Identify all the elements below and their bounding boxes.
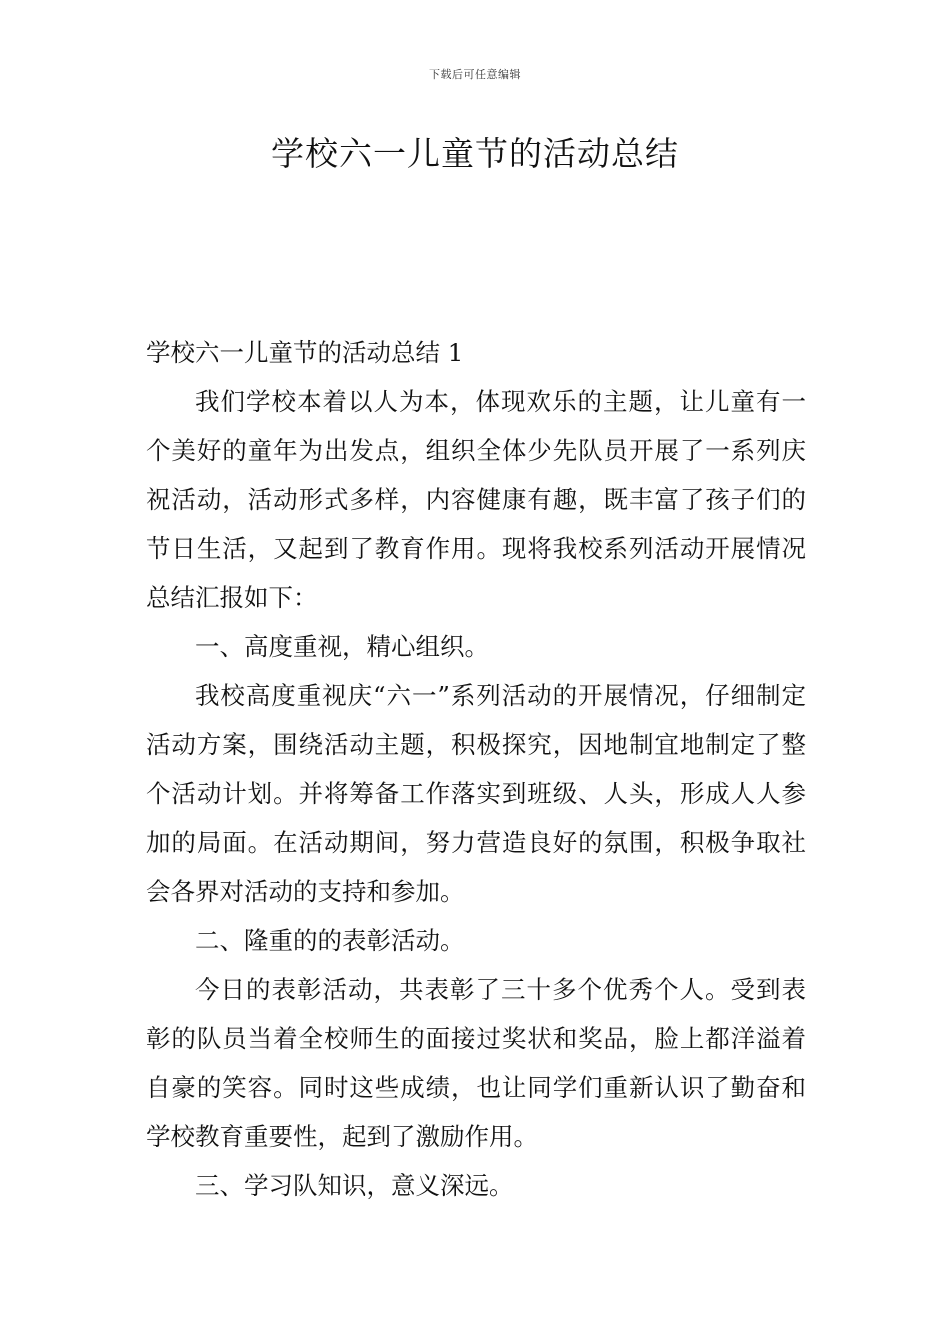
subheading-three: 三、学习队知识，意义深远。 <box>195 1171 514 1200</box>
paragraph-commendation: 今日的表彰活动，共表彰了三十多个优秀个人。受到表彰的队员当着全校师生的面接过奖状和奖品，脸上都洋溢着自豪的笑容。同时这些成绩，也让同学们重新认识了勤奋和学校教育重要性，起到了激励作用。 <box>146 975 806 1151</box>
document-title: 学校六一儿童节的活动总结 <box>271 134 679 173</box>
subheading-one: 一、高度重视，精心组织。 <box>195 632 489 661</box>
paragraph-intro: 我们学校本着以人为本，体现欢乐的主题，让儿童有一个美好的童年为出发点，组织全体少先队员开展了一系列庆祝活动，活动形式多样，内容健康有趣，既丰富了孩子们的节日生活，又起到了教育作用。现将我校系列活动开展情况总结汇报如下： <box>146 387 806 612</box>
section-title: 学校六一儿童节的活动总结 1 <box>146 338 464 367</box>
header-note: 下载后可任意编辑 <box>429 68 521 81</box>
document-body <box>146 328 806 1210</box>
paragraph-organization: 我校高度重视庆“六一”系列活动的开展情况，仔细制定活动方案，围绕活动主题，积极探究，因地制宜地制定了整个活动计划。并将筹备工作落实到班级、人头，形成人人参加的局面。在活动期间，努力营造良好的氛围，积极争取社会各界对活动的支持和参加。 <box>146 681 806 906</box>
subheading-two: 二、隆重的的表彰活动。 <box>195 926 465 955</box>
